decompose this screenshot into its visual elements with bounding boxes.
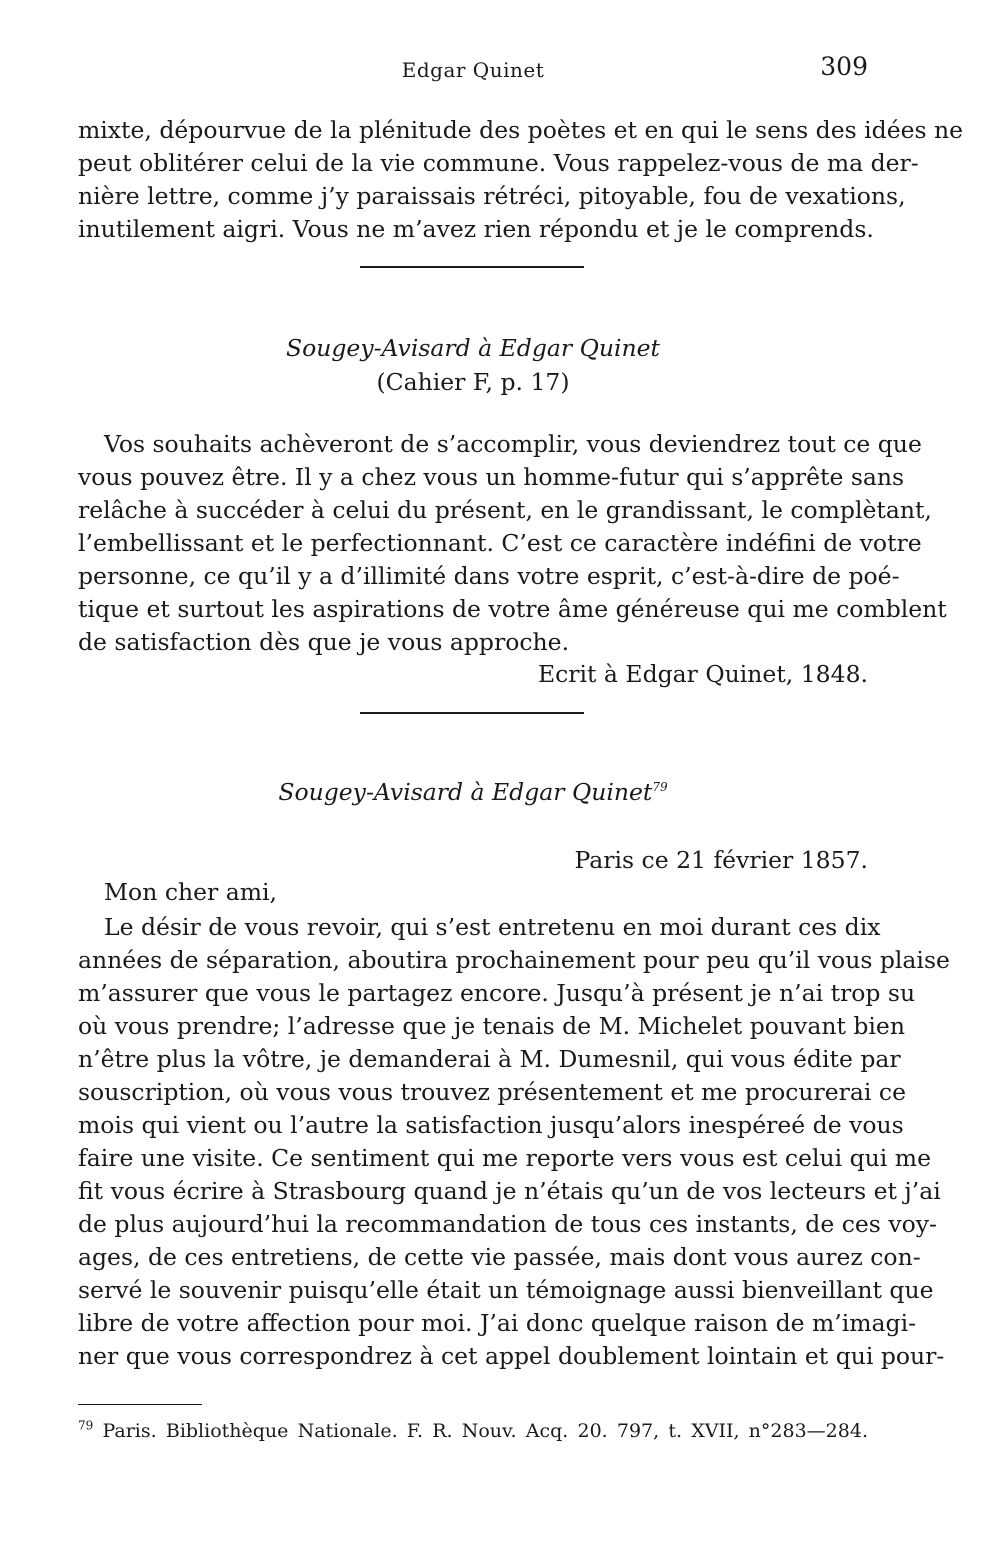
- section-heading: Sougey-Avisard à Edgar Quinet: [285, 334, 660, 362]
- letter-body: [78, 428, 947, 659]
- footnote-text: Paris. Bibliothèque Nationale. F. R. Nouv. Acq. 20. 797, t. XVII, n°283—284.: [102, 1420, 868, 1442]
- text-line: inutilement aigri. Vous ne m’avez rien répondu et je le comprends.: [78, 215, 874, 243]
- text-line: n’être plus la vôtre, je demanderai à M. Dumesnil, qui vous édite par: [78, 1045, 901, 1073]
- text-line: mixte, dépourvue de la plénitude des poètes et en qui le sens des idées ne: [78, 116, 964, 144]
- text-line: mois qui vient ou l’autre la satisfaction jusqu’alors inespéreé de vous: [78, 1111, 904, 1139]
- text-line: l’embellissant et le perfectionnant. C’est ce caractère indéfini de votre: [78, 529, 922, 557]
- text-line: où vous prendre; l’adresse que je tenais de M. Michelet pouvant bien: [78, 1012, 905, 1040]
- text-line: souscription, où vous vous trouvez présentement et me procurerai ce: [78, 1078, 906, 1106]
- section-heading: [78, 778, 868, 806]
- text-line: servé le souvenir puisqu’elle était un témoignage aussi bienveillant que: [78, 1276, 934, 1304]
- text-line: m’assurer que vous le partagez encore. Jusqu’à présent je n’ai trop su: [78, 979, 916, 1007]
- section-heading-text: Sougey-Avisard à Edgar Quinet: [278, 778, 653, 806]
- letter-dateline: Paris ce 21 février 1857.: [574, 846, 868, 874]
- text-line: de plus aujourd’hui la recommandation de tous ces instants, de ces voy-: [78, 1210, 937, 1238]
- section-divider: [360, 712, 584, 714]
- page-header: [78, 52, 868, 86]
- footnote-reference: 79: [652, 780, 668, 795]
- page-number: 309: [820, 52, 868, 81]
- text-line: fit vous écrire à Strasbourg quand je n’étais qu’un de vos lecteurs et j’ai: [78, 1177, 941, 1205]
- footnote-divider: [78, 1404, 202, 1405]
- letter-signature: Ecrit à Edgar Quinet, 1848.: [537, 660, 868, 688]
- footnote-number: 79: [78, 1418, 94, 1433]
- text-line: de satisfaction dès que je vous approche.: [78, 628, 570, 656]
- text-line: années de séparation, aboutira prochainement pour peu qu’il vous plaise: [78, 946, 950, 974]
- text-line: faire une visite. Ce sentiment qui me reporte vers vous est celui qui me: [78, 1144, 931, 1172]
- text-line: personne, ce qu’il y a d’illimité dans votre esprit, c’est-à-dire de poé-: [78, 562, 900, 590]
- letter-salutation: Mon cher ami,: [104, 878, 278, 906]
- text-line: ner que vous correspondrez à cet appel doublement lointain et qui pour-: [78, 1342, 945, 1370]
- text-line: libre de votre affection pour moi. J’ai donc quelque raison de m’imagi-: [78, 1309, 917, 1337]
- text-line: nière lettre, comme j’y paraissais rétréci, pitoyable, fou de vexations,: [78, 182, 906, 210]
- running-title: Edgar Quinet: [401, 58, 545, 82]
- continuation-paragraph: [78, 114, 964, 246]
- section-divider: [360, 266, 584, 268]
- letter-body: [78, 911, 950, 1373]
- text-line: Vos souhaits achèveront de s’accomplir, vous deviendrez tout ce que: [104, 430, 922, 458]
- text-line: vous pouvez être. Il y a chez vous un homme-futur qui s’apprête sans: [78, 463, 905, 491]
- text-line: relâche à succéder à celui du présent, en le grandissant, le complètant,: [78, 496, 932, 524]
- footnote: [78, 1420, 868, 1442]
- text-line: peut oblitérer celui de la vie commune. Vous rappelez-vous de ma der-: [78, 149, 919, 177]
- text-line: tique et surtout les aspirations de votre âme généreuse qui me comblent: [78, 595, 947, 623]
- text-line: ages, de ces entretiens, de cette vie passée, mais dont vous aurez con-: [78, 1243, 921, 1271]
- text-line: Le désir de vous revoir, qui s’est entretenu en moi durant ces dix: [104, 913, 881, 941]
- section-source: (Cahier F, p. 17): [376, 368, 570, 396]
